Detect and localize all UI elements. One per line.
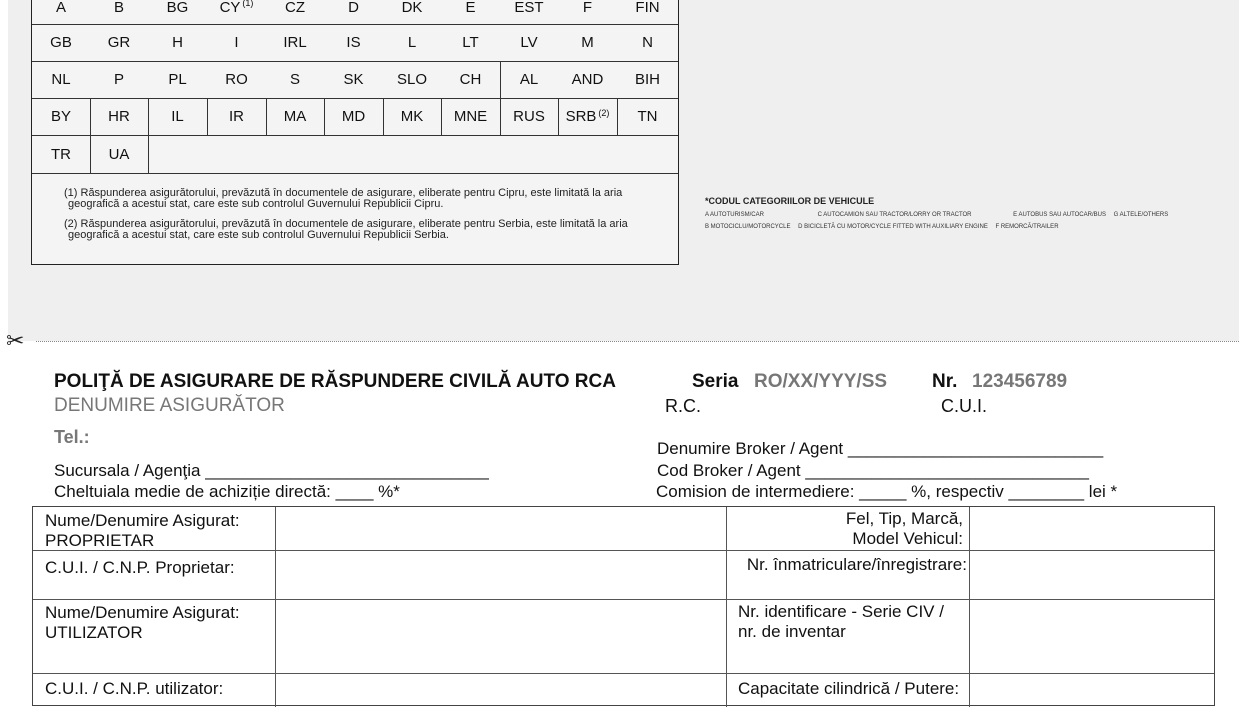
owner-id-input[interactable] [277, 551, 725, 599]
country-code-srb [558, 98, 617, 135]
rc-label: R.C. [665, 396, 701, 416]
label-text: PROPRIETAR [45, 531, 155, 550]
country-code: AL [519, 71, 539, 88]
country-code: BG [166, 0, 189, 16]
country-code: UA [108, 145, 130, 163]
user-id-label: C.U.I. / C.N.P. utilizator: [45, 679, 224, 698]
vehicle-category-title: *CODUL CATEGORIILOR DE VEHICULE [705, 196, 875, 206]
table-divider [275, 507, 276, 707]
vehicle-model-input[interactable] [971, 507, 1214, 550]
broker-code-field[interactable]: Cod Broker / Agent ______________________________ [657, 461, 1089, 480]
label-text: nr. de inventar [738, 622, 846, 641]
country-code: IL [171, 108, 184, 125]
country-code: A [55, 0, 66, 16]
country-code: BIH [634, 71, 660, 88]
cui-label: C.U.I. [941, 396, 988, 416]
vehicle-category-b: B MOTOCICLU/MOTORCYCLE [705, 224, 791, 230]
country-code: EST [514, 0, 544, 16]
vehicle-category-d: D BICICLETĂ CU MOTOR/CYCLE FITTED WITH AUXILIARY ENGINE [798, 224, 988, 230]
country-code: LV [520, 34, 538, 51]
vehicle-category-f: F REMORCĂ/TRAILER [995, 224, 1059, 230]
insured-owner-label [45, 511, 240, 551]
vehicle-category-e: E AUTOBUS SAU AUTOCAR/BUS [1013, 212, 1106, 218]
footnotes [64, 188, 654, 250]
country-code: TR [51, 145, 71, 163]
label-text: Nume/Denumire Asigurat: [45, 603, 240, 622]
country-code: N [642, 34, 653, 51]
civ-label [738, 602, 944, 642]
country-code: MK [400, 108, 424, 125]
country-code: LT [462, 34, 479, 51]
country-code: CH [459, 71, 482, 88]
country-code: TN [637, 108, 658, 125]
country-code: SK [343, 71, 364, 88]
vehicle-category-legend [705, 196, 1225, 230]
user-id-input[interactable] [277, 674, 725, 707]
vehicle-category-a: A AUTOTURISM/CAR [705, 212, 764, 218]
seria-label: Seria [692, 371, 739, 392]
country-code: NL [51, 71, 71, 88]
insurer-name: DENUMIRE ASIGURĂTOR [54, 395, 285, 416]
vehicle-category-g: G ALTELE/OTHERS [1113, 212, 1169, 218]
registration-input[interactable] [971, 551, 1214, 599]
footnote-text: (1) Răspunderea asigurătorului, prevăzută în documentele de asigurare, eliberate pentru Cipru, este limitată la aria [64, 187, 623, 199]
country-code: M [581, 34, 594, 51]
country-code: PL [168, 71, 187, 88]
nr-value: 123456789 [972, 371, 1068, 392]
country-code: SRB [565, 108, 597, 125]
country-code: MA [283, 108, 307, 125]
label-text: Model Vehicul: [852, 529, 963, 548]
footnote-text: (2) Răspunderea asigurătorului, prevăzută în documentele de asigurare, eliberate pentru Serbia, este limitată la aria [64, 218, 628, 230]
capacity-label: Capacitate cilindrică / Putere: [738, 679, 960, 698]
country-code: GB [50, 34, 72, 51]
footnote-text: geografică a acestui stat, care este sub controlul Guvernului Republicii Cipru. [68, 198, 444, 210]
label-text: Nr. identificare - Serie CIV / [738, 602, 944, 621]
cut-line [36, 341, 1239, 342]
civ-input[interactable] [971, 600, 1214, 673]
owner-id-label: C.U.I. / C.N.P. Proprietar: [45, 558, 235, 577]
country-code: E [465, 0, 476, 16]
country-code: CZ [285, 0, 305, 16]
country-code: MD [341, 108, 366, 125]
country-code: AND [571, 71, 604, 88]
tel-label: Tel.: [54, 427, 90, 447]
commission-field[interactable]: Comision de intermediere: _____ %, respectiv ________ lei * [656, 482, 1118, 501]
country-code: IS [346, 34, 361, 51]
footnote-marker: (1) [242, 0, 254, 8]
capacity-input[interactable] [971, 674, 1214, 707]
policy-title: POLIŢĂ DE ASIGURARE DE RĂSPUNDERE CIVILĂ AUTO RCA [54, 371, 616, 392]
country-code: IRL [283, 34, 307, 51]
scissors-icon: ✂ [6, 328, 25, 353]
country-code: HR [108, 108, 130, 125]
country-code: D [348, 0, 359, 16]
country-code: RO [225, 71, 248, 88]
vehicle-model-label [727, 509, 963, 549]
country-code: MNE [453, 108, 488, 125]
acquisition-cost-field[interactable]: Cheltuiala medie de achiziție directă: ____ %* [54, 482, 400, 501]
broker-name-field[interactable]: Denumire Broker / Agent ___________________________ [657, 439, 1104, 458]
insured-user-label [45, 603, 240, 643]
country-code: IR [229, 108, 244, 125]
country-code: H [172, 34, 183, 51]
country-code: GR [107, 34, 131, 51]
country-code-table [31, 0, 679, 265]
table-divider [969, 507, 970, 707]
footnote-2 [64, 219, 654, 241]
label-text: UTILIZATOR [45, 623, 143, 642]
country-code: B [113, 0, 124, 16]
insured-user-input[interactable] [277, 600, 725, 673]
country-code: I [234, 34, 239, 51]
country-code: L [407, 34, 417, 51]
country-code: P [113, 71, 124, 88]
country-code: DK [401, 0, 423, 16]
country-code-cy [207, 0, 266, 14]
sucursala-field[interactable]: Sucursala / Agenţia ______________________________ [54, 461, 489, 480]
footnote-marker: (2) [598, 107, 610, 118]
country-code: RUS [513, 108, 545, 125]
vehicle-category-line [705, 212, 1225, 218]
country-code: CY [219, 0, 241, 16]
footnote-text: geografică a acestui stat, care este sub controlul Guvernului Republicii Serbia. [68, 229, 449, 241]
label-text: Fel, Tip, Marcă, [845, 509, 963, 528]
insured-owner-input[interactable] [277, 507, 725, 550]
policy-details-table [32, 506, 1215, 706]
country-code: FIN [635, 0, 660, 16]
country-code: BY [50, 108, 71, 125]
nr-label: Nr. [932, 371, 958, 392]
country-code: S [289, 71, 300, 88]
label-text: Nume/Denumire Asigurat: [45, 511, 240, 530]
vehicle-category-line [705, 224, 1225, 230]
country-code: F [582, 0, 593, 16]
vehicle-category-c: C AUTOCAMION SAU TRACTOR/LORRY OR TRACTOR [817, 212, 972, 218]
seria-value: RO/XX/YYY/SS [754, 371, 888, 392]
table-divider [32, 173, 678, 174]
footnote-1 [64, 188, 654, 210]
country-code: SLO [396, 71, 427, 88]
registration-label: Nr. înmatriculare/înregistrare: [746, 555, 967, 574]
